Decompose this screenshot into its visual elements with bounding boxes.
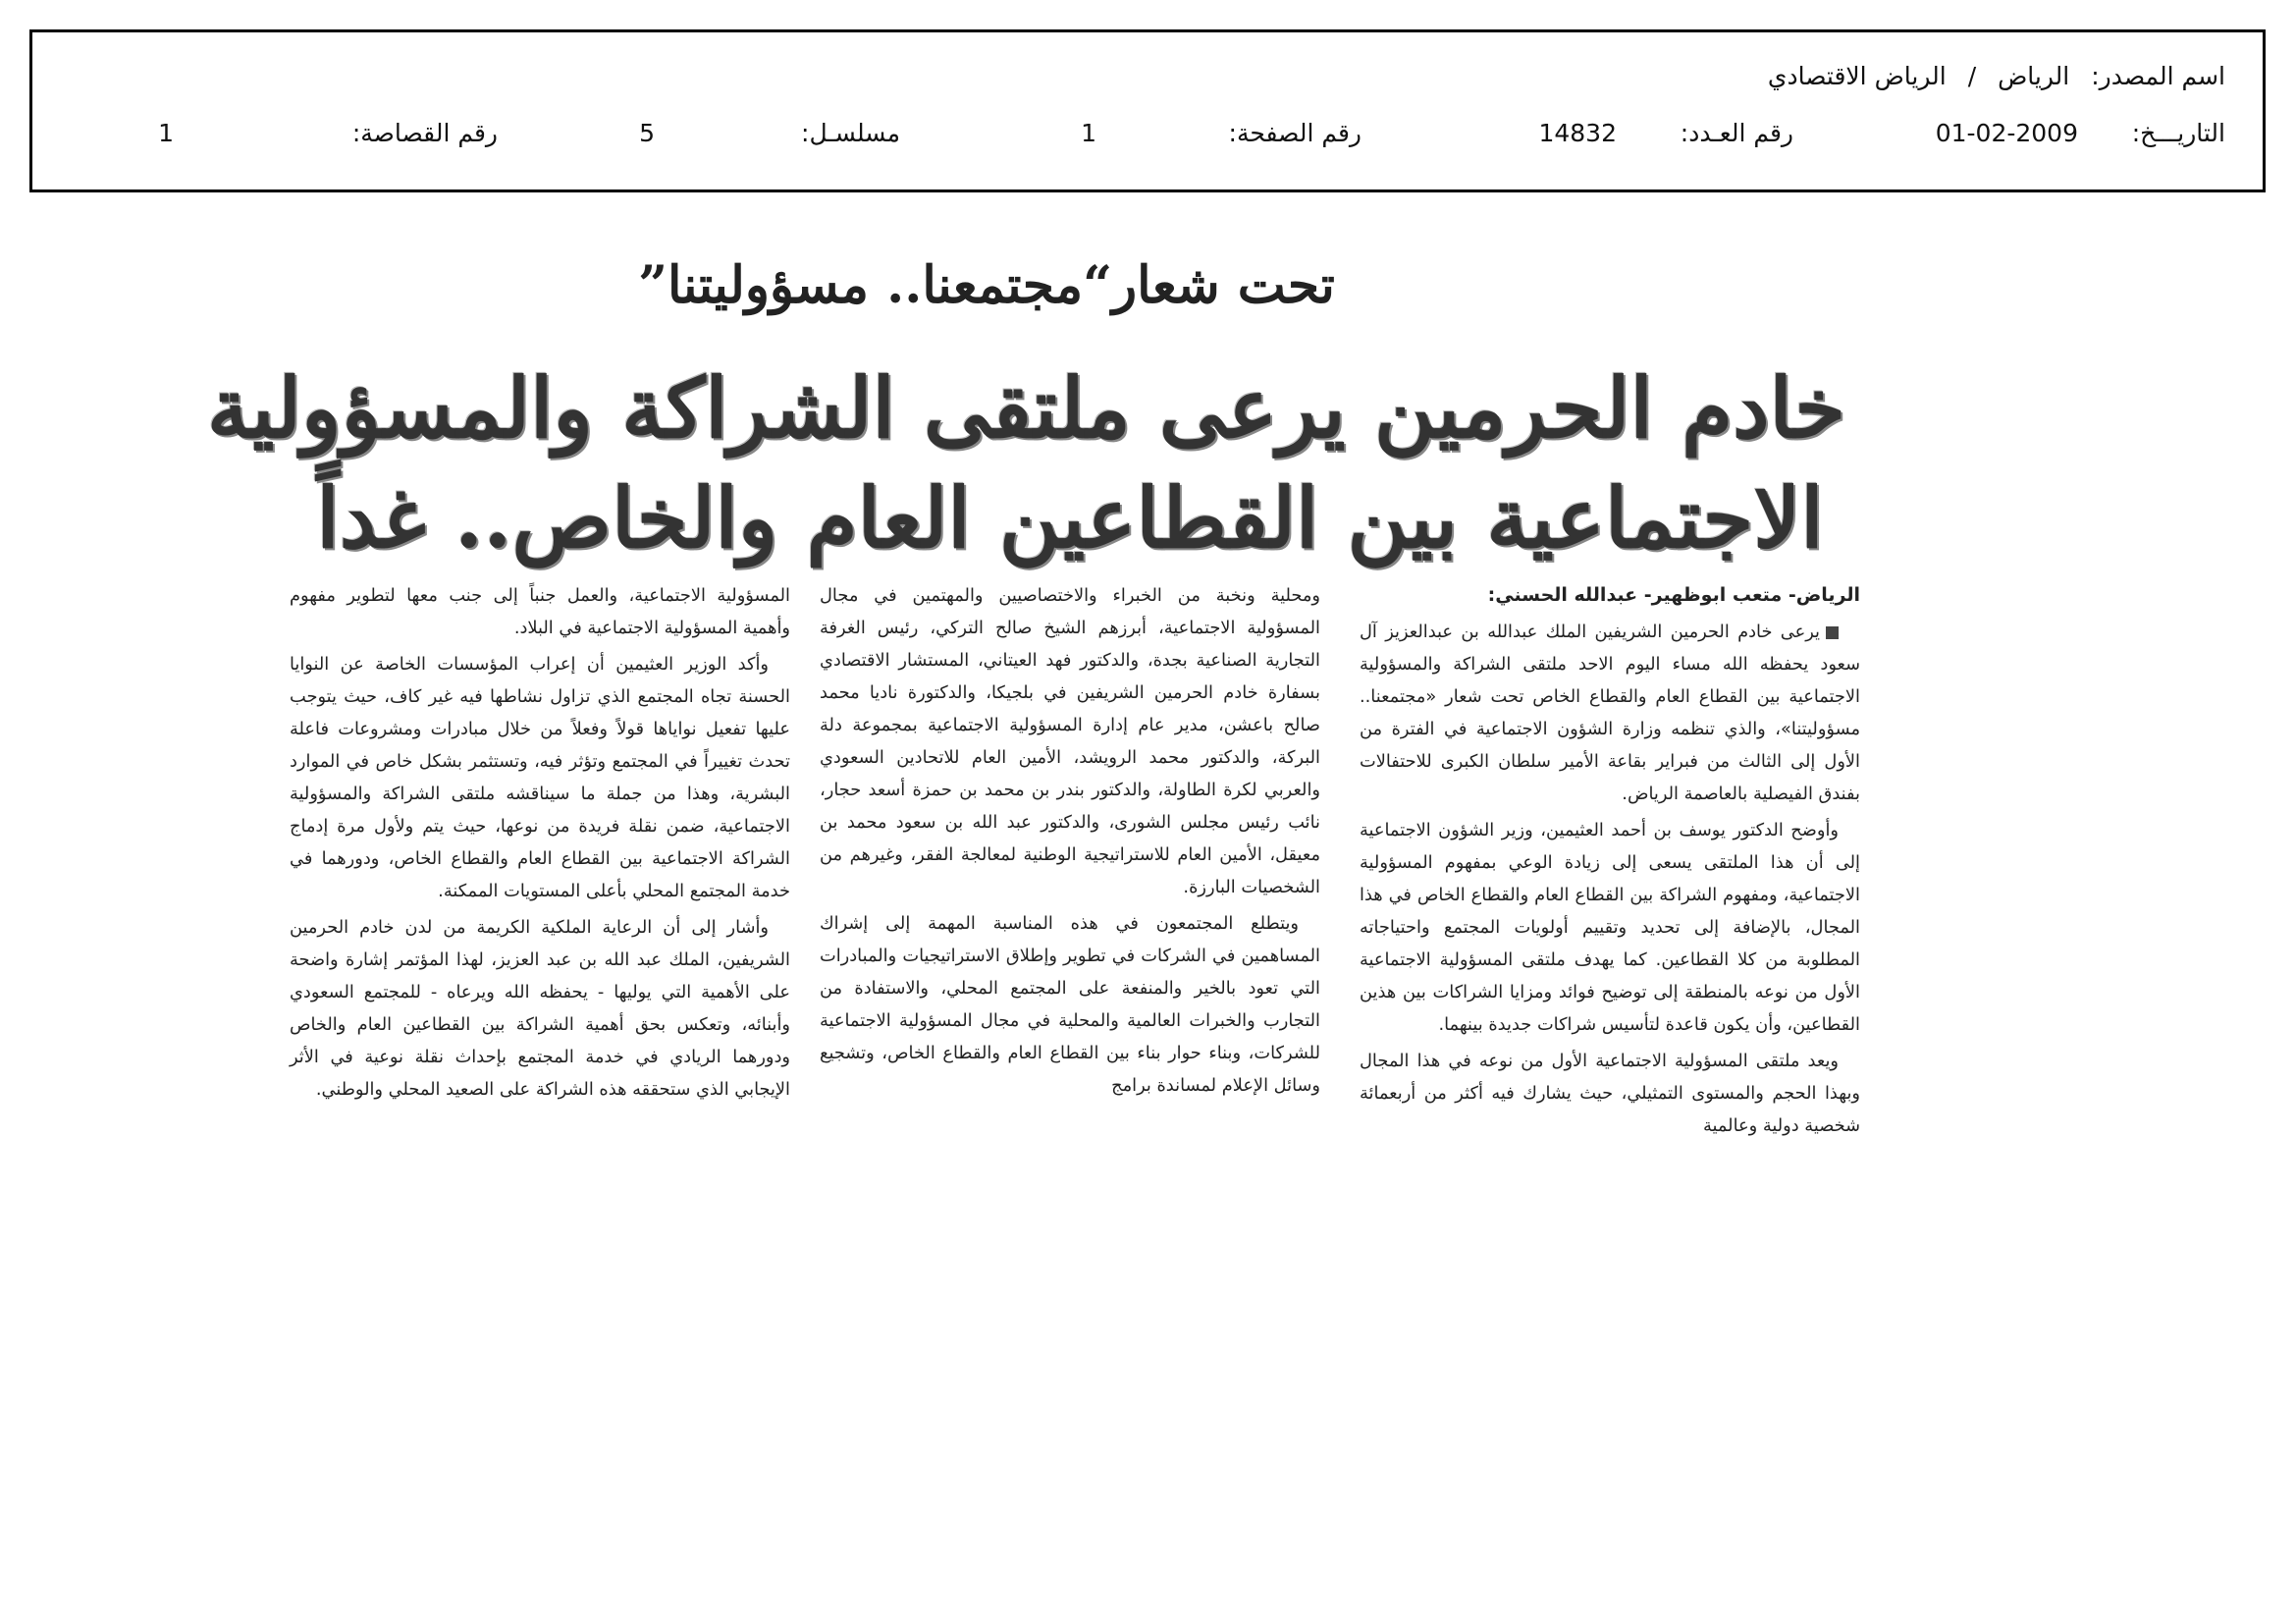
paragraph: ويعد ملتقى المسؤولية الاجتماعية الأول من نوعه في هذا المجال وبهذا الحجم والمستوى التمثيلي، حيث يشارك فيه أكثر من أربعمائة شخصية دولية وعالمية — [1360, 1051, 1860, 1136]
headline-line-2: الاجتماعية بين القطاعين العام والخاص.. غداً — [316, 469, 1824, 567]
paragraph: المسؤولية الاجتماعية، والعمل جنباً إلى جنب معها لتطوير مفهوم وأهمية المسؤولية الاجتماعية في البلاد. — [290, 585, 790, 638]
headline-line-1: خادم الحرمين يرعى ملتقى الشراكة والمسؤولية — [207, 359, 1845, 457]
clip-label: رقم القصاصة: — [351, 119, 498, 147]
serial-value: 5 — [639, 119, 655, 147]
date-label: التاريـــخ: — [2131, 119, 2225, 147]
paragraph: ومحلية ونخبة من الخبراء والاختصاصيين والمهتمين في مجال المسؤولية الاجتماعية، أبرزهم الشيخ صالح التركي، رئيس الغرفة التجارية الصناعية بجدة، والدكتور فهد العيتاني، المستشار الاقتصادي بسفارة خادم الحرمين الشريفين في بلجيكا، والدكتورة ناديا محمد صالح باعشن، مدير عام إدارة المسؤولية الاجتماعية بمجموعة دلة البركة، والدكتور محمد الرويشد، الأمين العام للاتحادين السعودي والعربي لكرة الطاولة، والدكتور بندر بن محمد بن حمزة أسعد حجار، نائب رئيس مجلس الشورى، والدكتور عبد الله بن سعود محمد بن معيقل، الأمين العام للاستراتيجية الوطنية لمعالجة الفقر، وغيرهم من الشخصيات البارزة. — [820, 585, 1320, 897]
square-bullet-icon — [1826, 626, 1839, 639]
article-column-1 — [1360, 579, 1860, 1146]
clipping-metadata-box — [29, 29, 2266, 192]
paragraph: وأوضح الدكتور يوسف بن أحمد العثيمين، وزير الشؤون الاجتماعية إلى أن هذا الملتقى يسعى إلى زيادة الوعي بمفهوم المسؤولية الاجتماعية، ومفهوم الشراكة بين القطاع العام والقطاع الخاص في هذا المجال، بالإضافة إلى تحديد وتقييم أولويات المجتمع واحتياجاته المطلوبة من كلا القطاعين. كما يهدف ملتقى المسؤولية الاجتماعية الأول من نوعه بالمنطقة إلى توضيح فوائد ومزايا الشراكات بين هذين القطاعين، وأن يكون قاعدة لتأسيس شراكات جديدة بينهما. — [1360, 820, 1860, 1035]
byline: الرياض- متعب ابوظهير- عبدالله الحسني: — [1487, 584, 1860, 606]
article-column-2 — [820, 579, 1320, 1106]
issue-value: 14832 — [1538, 119, 1617, 147]
page-value: 1 — [1081, 119, 1096, 147]
paragraph-text: يرعى خادم الحرمين الشريفين الملك عبدالله بن عبدالعزيز آل سعود يحفظه الله مساء اليوم الاحد ملتقى الشراكة والمسؤولية الاجتماعية بين القطاع العام والقطاع الخاص تحت شعار «مجتمعنا.. مسؤوليتنا»، والذي تنظمه وزارة الشؤون الاجتماعية في الفترة من الأول إلى الثالث من فبراير بقاعة الأمير سلطان الكبرى للاحتفالات بفندق الفيصلية بالعاصمة الرياض. — [1360, 622, 1860, 804]
paragraph: وأشار إلى أن الرعاية الملكية الكريمة من لدن خادم الحرمين الشريفين، الملك عبد الله بن عبد العزيز، لهذا المؤتمر إشارة واضحة على الأهمية التي يوليها - يحفظه الله ويرعاه - للمجتمع السعودي وأبنائه، وتعكس بحق أهمية الشراكة بين القطاعين العام والخاص ودورهما الريادي في خدمة المجتمع بإحداث نقلة نوعية في الأثر الإيجابي الذي ستحققه هذه الشراكة على الصعيد المحلي والوطني. — [290, 917, 790, 1100]
article-kicker: تحت شعار“مجتمعنا.. مسؤوليتنا” — [638, 255, 1335, 315]
source-section: الرياض الاقتصادي — [1767, 62, 1947, 90]
date-value: 01-02-2009 — [1935, 119, 2078, 147]
paragraph: وأكد الوزير العثيمين أن إعراب المؤسسات الخاصة عن النوايا الحسنة تجاه المجتمع الذي تزاول نشاطها فيه غير كاف، حيث يتوجب عليها تفعيل نواياها قولاً وفعلاً من خلال مبادرات ومشروعات فاعلة تحدث تغييراً في المجتمع وتؤثر فيه، وتستثمر بشكل خاص في الموارد البشرية، وهذا من جملة ما سيناقشه ملتقى الشراكة والمسؤولية الاجتماعية، ضمن نقلة فريدة من نوعها، حيث يتم ولأول مرة إدماج الشراكة الاجتماعية بين القطاع العام والقطاع الخاص، ودورهما في خدمة المجتمع المحلي بأعلى المستويات الممكنة. — [290, 654, 790, 901]
article-column-3 — [290, 579, 790, 1110]
serial-label: مسلسـل: — [801, 119, 900, 147]
source-separator: / — [1967, 62, 1977, 90]
page-label: رقم الصفحة: — [1228, 119, 1362, 147]
paragraph — [1360, 616, 1860, 810]
source-line — [1754, 62, 2225, 90]
metadata-row — [72, 119, 2225, 152]
paragraph: ويتطلع المجتمعون في هذه المناسبة المهمة إلى إشراك المساهمين في الشركات في تطوير وإطلاق الاستراتيجيات والمبادرات التي تعود بالخير والمنفعة على المجتمع المحلي، والاستفادة من التجارب والخبرات العالمية والمحلية في مجال المسؤولية الاجتماعية للشركات، وبناء حوار بناء بين القطاع العام والقطاع الخاص، وتشجيع وسائل الإعلام لمساندة برامج — [820, 913, 1320, 1096]
article-headline — [207, 353, 1845, 573]
source-label: اسم المصدر: — [2091, 62, 2225, 90]
clip-value: 1 — [158, 119, 174, 147]
source-value: الرياض — [1998, 62, 2070, 90]
issue-label: رقم العـدد: — [1680, 119, 1793, 147]
